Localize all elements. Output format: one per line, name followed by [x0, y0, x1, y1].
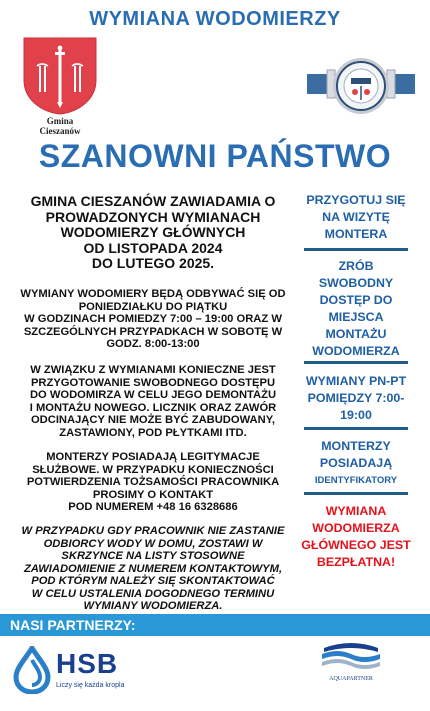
tip-line: WODOMIERZA [312, 344, 400, 358]
hsb-tagline: Liczy się każda kropla [56, 682, 125, 689]
aquapartner-logo [318, 640, 384, 686]
paragraph-line: W GODZINACH POMIEDZY 7:00 – 19:00 ORAZ W [24, 313, 282, 325]
tip-line: WODOMIERZA [312, 521, 400, 535]
tip-line: 19:00 [340, 408, 372, 422]
paragraph-line: WYMIANY WODOMIERZA. [83, 600, 223, 612]
waves-logo-icon [318, 640, 384, 676]
paragraph-line: I MONTAŻU NOWEGO. LICZNIK ORAZ ZAWÓR [29, 401, 277, 414]
main-greeting: SZANOWNI PAŃSTWO [38, 138, 392, 174]
paragraph-line: SKRZYNCE NA LISTY STOSOWNE [61, 550, 245, 562]
tip-line: DOSTĘP DO [319, 293, 393, 307]
tip-line: MIEJSCA [328, 310, 384, 324]
announcement-line: DO LUTEGO 2025. [91, 255, 215, 271]
contact-phone: POD NUMEREM +48 16 6328686 [68, 501, 238, 513]
paragraph-line: ZASTAWIONY, POD PŁYTKAMI ITD. [59, 426, 247, 439]
paragraph-line: PROSIMY O KONTAKT [92, 488, 214, 501]
coat-of-arms-icon [22, 36, 98, 116]
paragraph-line: W ZWIĄZKU Z WYMIANAMI KONIECZNE JEST [30, 364, 276, 376]
tip-line: MONTERZY [321, 439, 391, 453]
partners-heading: NASI PARTNERZY: [0, 614, 430, 636]
aquapartner-name: AQUAPARTNER [329, 676, 373, 682]
tip-line: WYMIANY PN-PT [305, 374, 407, 388]
paragraph-line: GODZ. 8:00-13:00 [106, 338, 200, 350]
tip-line: WYMIANA [325, 504, 387, 518]
announcement-line: OD LISTOPADA 2024 [83, 239, 223, 256]
paragraph-line: SŁUŻBOWE. W PRZYPADKU KONIECZNOŚCI [32, 463, 274, 476]
absence-paragraph [8, 525, 298, 613]
water-meter-icon [305, 56, 417, 116]
water-drop-icon [12, 646, 52, 694]
schedule-paragraph [8, 288, 298, 351]
paragraph-line: MONTERZY POSIADAJĄ LEGITYMACJE [46, 451, 260, 463]
divider [304, 361, 408, 364]
municipality-name-line1: Gmina [46, 116, 74, 126]
tip-line: POSIADAJĄ [319, 456, 393, 470]
paragraph-line: ZAWIADOMIENIE Z NUMEREM KONTAKTOWYM, [23, 562, 283, 575]
tip-free [301, 503, 411, 571]
coat-of-arms [22, 36, 98, 140]
tip-line: MONTAŻU [325, 327, 387, 341]
tip-id [301, 438, 411, 489]
hsb-logo [10, 644, 150, 700]
paragraph-line: WYMIANY WODOMIERY BĘDĄ ODBYWAĆ SIĘ OD [20, 288, 286, 300]
announcement-line: PROWADZONYCH WYMIANACH [45, 208, 261, 225]
paragraph-line: POTWIERDZENIA TOŻSAMOŚCI PRACOWNIKA [26, 476, 280, 488]
paragraph-line: PRZYGOTOWANIE SWOBODNEGO DOSTĘPU [30, 376, 276, 389]
paragraph-line: ODBIORCY WODY W DOMU, ZOSTAWI W [43, 537, 263, 550]
tip-line: NA WIZYTĘ [322, 210, 390, 224]
paragraph-line: ODCINAJĄCY NIE MOŻE BYĆ ZABUDOWANY, [30, 414, 276, 426]
municipality-name [22, 116, 98, 136]
paragraph-line: POD KTÓRYM NALEŻY SIĘ SKONTAKTOWAĆ [31, 575, 275, 587]
tip-line: MONTERA [324, 227, 388, 241]
announcement-line: GMINA CIESZANÓW ZAWIADAMIA O [30, 193, 276, 209]
divider [304, 427, 408, 430]
tip-line: IDENTYFIKATORY [314, 475, 398, 486]
tip-line: SWOBODNY [318, 276, 394, 290]
divider [304, 492, 408, 495]
divider [304, 248, 408, 251]
identification-paragraph [8, 451, 298, 514]
header-title: WYMIANA WODOMIERZY [89, 8, 341, 30]
tip-prepare [301, 192, 411, 243]
paragraph-line: W CELU USTALENIA DOGODNEGO TERMINU [31, 587, 275, 600]
tip-line: GŁÓWNEGO JEST [301, 538, 411, 552]
access-paragraph [8, 364, 298, 439]
tip-line: ZRÓB [338, 259, 374, 273]
announcement-block [8, 194, 298, 272]
tip-line: POMIĘDZY 7:00- [307, 391, 405, 405]
tip-access [301, 258, 411, 360]
tip-hours [301, 373, 411, 424]
paragraph-line: PONIEDZIAŁKU DO PIĄTKU [78, 300, 228, 313]
hsb-name: HSB [56, 648, 119, 679]
announcement-line: WODOMIERZY GŁÓWNYCH [60, 224, 246, 240]
paragraph-line: SZCZEGÓLNYCH PRZYPADKACH W SOBOTĘ W [23, 325, 283, 338]
tip-line: PRZYGOTUJ SIĘ [306, 193, 406, 207]
paragraph-line: DO WODOMIRZA W CELU JEGO DEMONTAŻU [29, 389, 277, 401]
municipality-name-line2: Cieszanów [39, 126, 81, 136]
tip-line: BEZPŁATNA! [316, 555, 396, 569]
paragraph-line: W PRZYPADKU GDY PRACOWNIK NIE ZASTANIE [21, 525, 285, 537]
